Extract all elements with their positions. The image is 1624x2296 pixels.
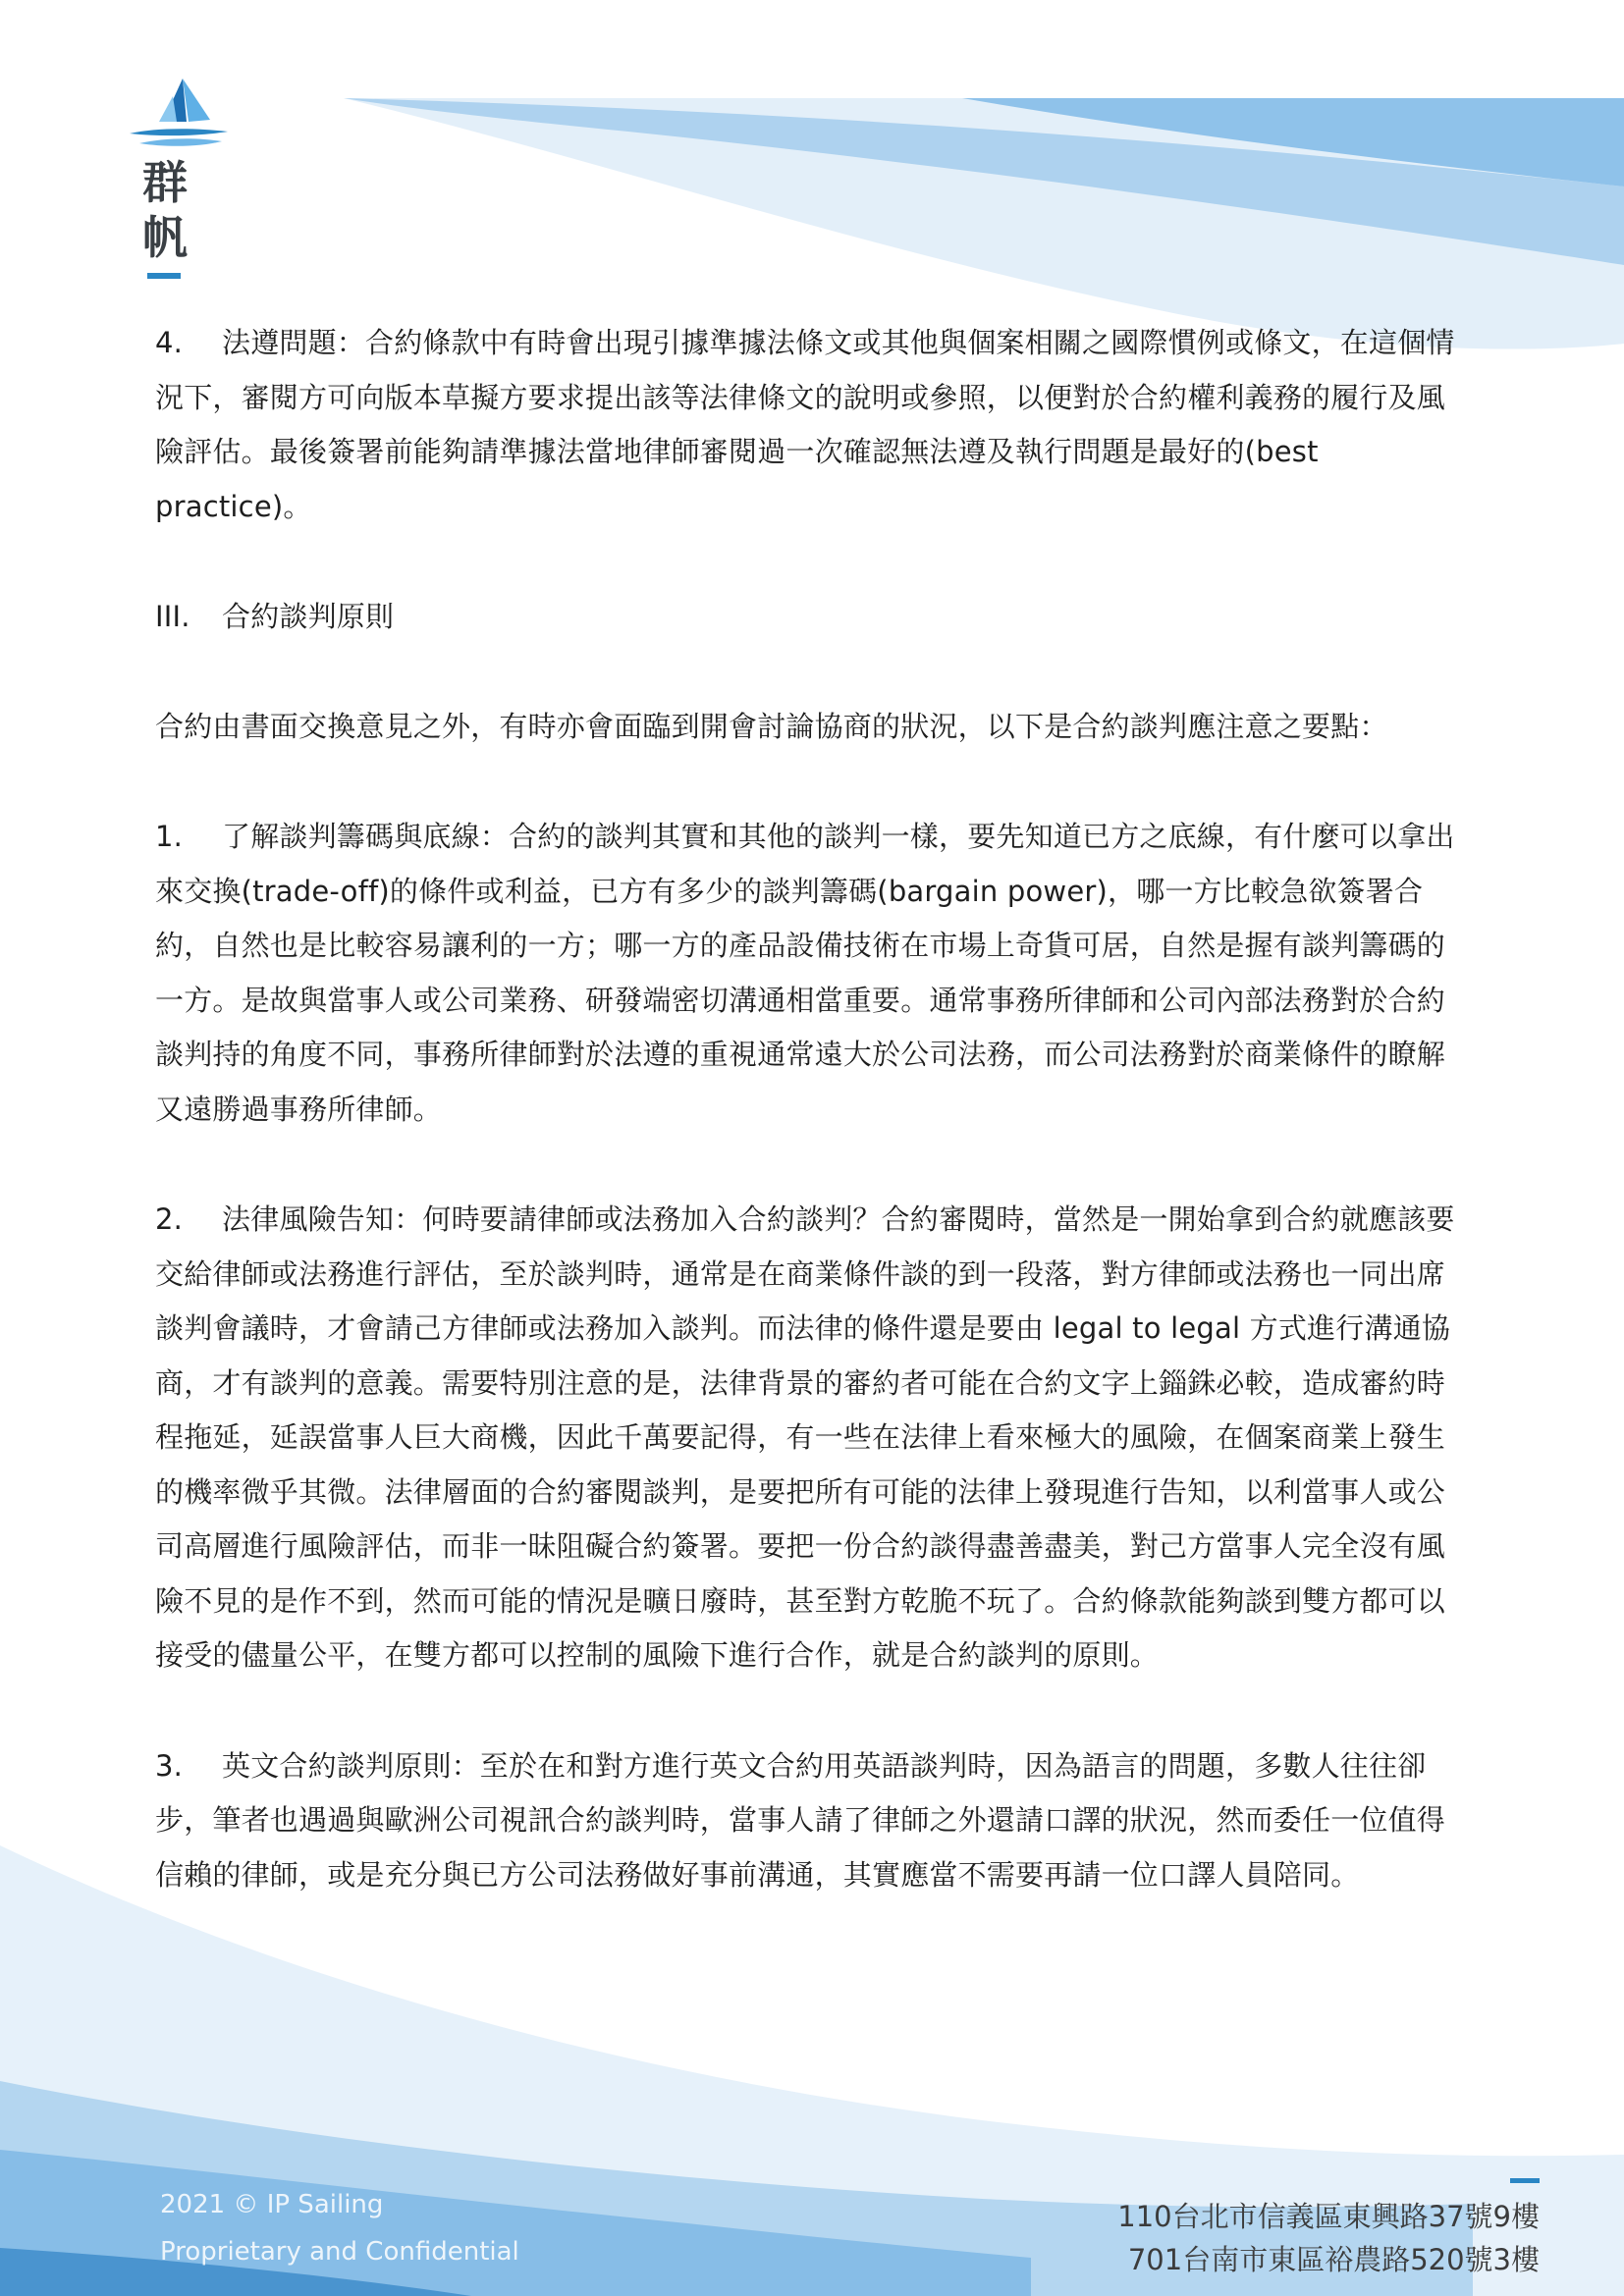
point-number: 1. (155, 820, 184, 853)
paragraph-point-1 (155, 810, 1471, 1137)
footer-copyright: 2021 © IP Sailing (160, 2190, 384, 2219)
point-number: 3. (155, 1748, 184, 1783)
brand-logo (126, 75, 234, 279)
item-number: 4. (155, 326, 184, 359)
point-text: 英文合約談判原則：至於在和對方進行英文合約用英語談判時，因為語言的問題，多數人往往卻步，筆者也遇過與歐洲公司視訊合約談判時，當事人請了律師之外還請口譯的狀況，然而委任一位值得信賴的律師，或是充分與已方公司法務做好事前溝通，其實應當不需要再請一位口譯人員陪同。 (155, 1748, 1446, 1892)
point-text: 法律風險告知：何時要請律師或法務加入合約談判？合約審閱時，當然是一開始拿到合約就應該要交給律師或法務進行評估，至於談判時，通常是在商業條件談的到一段落，對方律師或法務也一同出席談判會議時，才會請己方律師或法務加入談判。而法律的條件還是要由 legal to legal 方式進行溝通協商，才有談判的意義。需要特別注意的是，法律背景的審約者可能在合約文字上錙銖必較，造成審約時程拖延，延誤當事人巨大商機，因此千萬要記得，有一些在法律上看來極大的風險，在個案商業上發生的機率微乎其微。法律層面的合約審閱談判，是要把所有可能的法律上發現進行告知，以利當事人或公司高層進行風險評估，而非一昧阻礙合約簽署。要把一份合約談得盡善盡美，對己方當事人完全沒有風險不見的是作不到，然而可能的情況是曠日廢時，甚至對方乾脆不玩了。合約條款能夠談到雙方都可以接受的儘量公平，在雙方都可以控制的風險下進行合作，就是合約談判的原則。 (155, 1202, 1455, 1672)
item-text: 法遵問題：合約條款中有時會出現引據準據法條文或其他與個案相關之國際慣例或條文，在這個情況下，審閱方可向版本草擬方要求提出該等法律條文的說明或參照，以便對於合約權利義務的履行及風險評估。最後簽署前能夠請準據法當地律師審閱過一次確認無法遵及執行問題是最好的(best practice)。 (155, 326, 1455, 523)
address-taipei: 110台北市信義區東興路37號9樓 (1117, 2200, 1540, 2233)
brand-char-1: 群 (142, 156, 188, 209)
footer-legal (160, 2181, 519, 2275)
paragraph-intro: 合約由書面交換意見之外，有時亦會面臨到開會討論協商的狀況，以下是合約談判應注意之要點： (155, 709, 1388, 743)
brand-underline (147, 273, 181, 279)
paragraph-point-2 (155, 1193, 1471, 1683)
point-number: 2. (155, 1202, 184, 1236)
paragraph-point-3 (155, 1739, 1471, 1903)
paragraph-item-4 (155, 316, 1471, 534)
section-title: 合約談判原則 (222, 600, 395, 633)
sailboat-icon (126, 75, 234, 155)
footer-addresses (1117, 2195, 1540, 2281)
section-number: III. (155, 600, 190, 633)
section-heading (155, 590, 1471, 645)
footer-accent-bar (1510, 2178, 1540, 2183)
footer-confidential: Proprietary and Confidential (160, 2237, 519, 2267)
document-body (155, 316, 1471, 1958)
point-text: 了解談判籌碼與底線：合約的談判其實和其他的談判一樣，要先知道已方之底線，有什麼可以拿出來交換(trade-off)的條件或利益，已方有多少的談判籌碼(bargain power)，哪一方比較急欲簽署合約，自然也是比較容易讓利的一方；哪一方的產品設備技術在市場上奇貨可居，自然是握有談判籌碼的一方。是故與當事人或公司業務、研發端密切溝通相當重要。通常事務所律師和公司內部法務對於合約談判持的角度不同，事務所律師對於法遵的重視通常遠大於公司法務，而公司法務對於商業條件的瞭解又遠勝過事務所律師。 (155, 820, 1455, 1126)
address-tainan: 701台南市東區裕農路520號3樓 (1127, 2243, 1540, 2276)
brand-char-2: 帆 (142, 211, 188, 264)
